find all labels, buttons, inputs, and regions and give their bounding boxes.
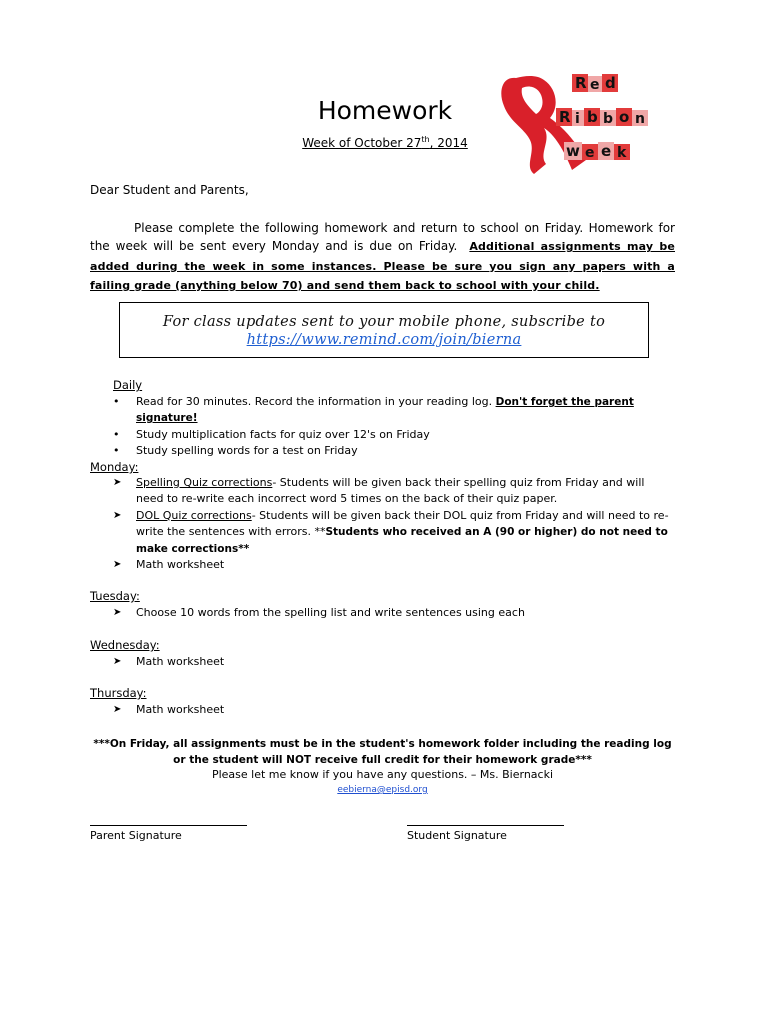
monday-list [113, 475, 673, 573]
arrow-bullet-icon: ➤ [113, 509, 122, 521]
page-title: Homework [317, 96, 453, 125]
list-item: ➤ Math worksheet [113, 557, 673, 573]
list-item: ➤ Math worksheet [113, 702, 673, 718]
intro-paragraph [90, 219, 675, 295]
svg-text:b: b [587, 108, 598, 126]
list-item: ➤ Spelling Quiz corrections- Students will be given back their spelling quiz from Friday and will need to re-write each incorrect word 5 times on the back of their quiz paper. [113, 476, 645, 506]
monday-heading: Monday: [90, 460, 139, 474]
tuesday-heading: Tuesday: [90, 589, 140, 603]
thursday-list [113, 702, 673, 718]
student-signature-line [407, 825, 564, 826]
svg-text:e: e [601, 142, 612, 160]
list-item: • Read for 30 minutes. Record the information in your reading log. Don't forget the parent signature! [113, 394, 683, 427]
thursday-heading: Thursday: [90, 686, 147, 700]
arrow-bullet-icon: ➤ [113, 477, 122, 488]
svg-text:i: i [575, 111, 580, 127]
tuesday-list [113, 605, 673, 621]
logo-letters [556, 74, 648, 161]
remind-info-box [119, 302, 649, 358]
arrow-bullet-icon: ➤ [113, 656, 122, 667]
teacher-email-link[interactable]: eebierna@episd.org [337, 785, 428, 795]
intro-bold-note: Additional assignments may be added during the week in some instances. Please be sure you sign any papers with a failing grade (anything below 70) and send them back to school with your child. [90, 240, 675, 292]
greeting: Dear Student and Parents, [90, 183, 249, 197]
questions-note: Please let me know if you have any questions. – Ms. Biernacki [211, 768, 554, 781]
svg-text:w: w [566, 142, 580, 160]
list-item: • Study multiplication facts for quiz over 12's on Friday [113, 427, 683, 443]
arrow-bullet-icon: ➤ [113, 607, 122, 618]
remind-link[interactable]: https://www.remind.com/join/bierna [246, 332, 522, 348]
week-of-date: Week of October 27th, 2014 [302, 135, 468, 150]
svg-text:R: R [559, 108, 571, 126]
svg-text:o: o [619, 108, 630, 126]
list-item: ➤ Math worksheet [113, 654, 673, 670]
red-ribbon-week-logo [494, 70, 654, 180]
parent-signature-label: Parent Signature [90, 829, 182, 842]
student-signature-label: Student Signature [407, 829, 507, 842]
wednesday-heading: Wednesday: [90, 638, 160, 652]
list-item: • Study spelling words for a test on Friday [113, 443, 683, 459]
wednesday-list [113, 654, 673, 670]
daily-list [113, 394, 683, 459]
list-item: ➤ Choose 10 words from the spelling list and write sentences using each [113, 605, 673, 621]
parent-signature-line [90, 825, 247, 826]
svg-text:k: k [617, 145, 627, 161]
svg-text:n: n [635, 111, 645, 127]
intro-text: Please complete the following homework and return to school on Friday. Homework for the week will be sent every Monday and is due on Friday. [90, 221, 675, 254]
list-item: ➤ DOL Quiz corrections- Students will be given back their DOL quiz from Friday and will need to re-write the sentences with errors. **Students who received an A (90 or higher) do not need to make corrections** [113, 508, 669, 555]
svg-text:b: b [603, 111, 614, 127]
svg-text:R: R [575, 74, 587, 92]
arrow-bullet-icon: ➤ [113, 704, 122, 715]
friday-note: ***On Friday, all assignments must be in the student's homework folder including the reading log or the student will NOT receive full credit for their homework grade*** [93, 738, 672, 767]
svg-text:d: d [605, 74, 616, 92]
svg-text:e: e [590, 77, 600, 93]
svg-text:e: e [585, 145, 595, 161]
daily-heading: Daily [113, 378, 143, 392]
arrow-bullet-icon: ➤ [113, 559, 122, 571]
remind-text: For class updates sent to your mobile phone, subscribe to [162, 314, 606, 330]
